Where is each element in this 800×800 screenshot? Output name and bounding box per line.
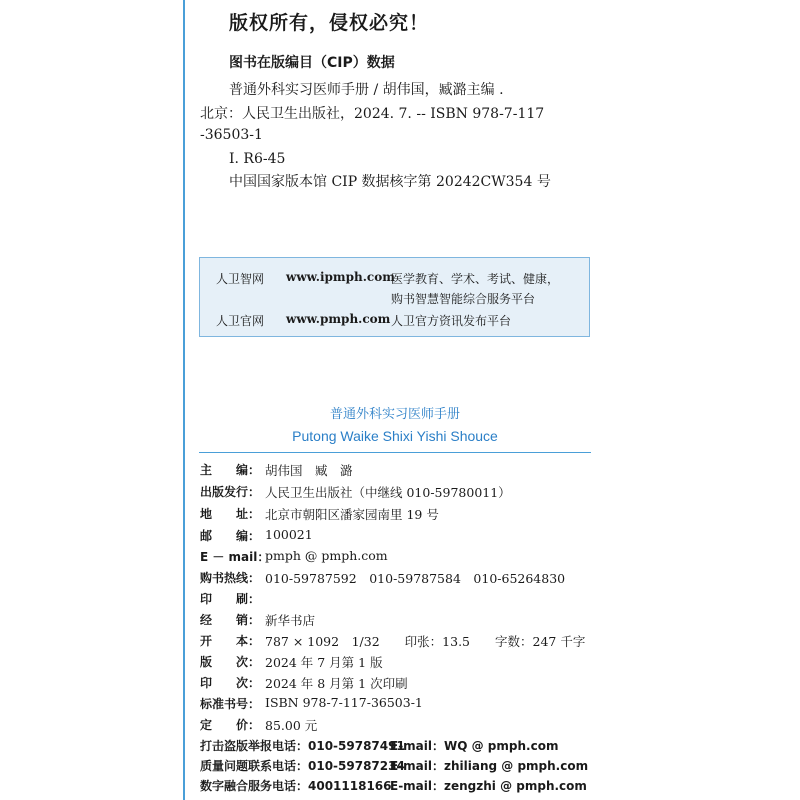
detail-value: 010-59787592 010-59787584 010-65264830 xyxy=(265,571,566,586)
detail-value: 新华书店 xyxy=(265,613,316,628)
cip-line: 北京：人民卫生出版社，2024. 7. -- ISBN 978-7-117 xyxy=(200,106,545,122)
detail-value: 北京市朝阳区潘家园南里 19 号 xyxy=(265,507,439,522)
contact-phone: 打击盗版举报电话：010-59787491 xyxy=(200,739,405,753)
detail-label: 出版发行： xyxy=(200,485,261,499)
detail-value: 人民卫生出版社（中继线 010-59780011） xyxy=(265,485,511,500)
service-name: 人卫智网 xyxy=(216,272,265,286)
divider xyxy=(199,452,591,453)
cip-line: 中国国家版本馆 CIP 数据核字第 20242CW354 号 xyxy=(229,174,551,190)
detail-value: 胡伟国 臧 潞 xyxy=(265,463,353,478)
contact-email[interactable]: E-mail：zhiliang @ pmph.com xyxy=(390,759,589,773)
service-name: 人卫官网 xyxy=(216,314,265,328)
cip-line: 普通外科实习医师手册 / 胡伟国，臧潞主编 . xyxy=(229,82,504,98)
detail-label: 购书热线： xyxy=(200,571,261,585)
detail-label: E － mail： xyxy=(200,550,270,564)
detail-label: 版 次： xyxy=(200,655,261,669)
vertical-accent-line xyxy=(183,0,185,800)
detail-label: 定 价： xyxy=(200,718,261,732)
contact-email[interactable]: E-mail：zengzhi @ pmph.com xyxy=(390,779,587,793)
copyright-notice: 版权所有，侵权必究！ xyxy=(229,12,430,34)
detail-value: ISBN 978-7-117-36503-1 xyxy=(265,695,423,710)
detail-label: 印 刷： xyxy=(200,592,261,606)
detail-value: 85.00 元 xyxy=(265,718,318,733)
service-description: 购书智慧智能综合服务平台 xyxy=(391,292,536,306)
detail-value: 100021 xyxy=(265,527,313,542)
service-url[interactable]: www.pmph.com xyxy=(286,312,391,326)
service-url[interactable]: www.ipmph.com xyxy=(286,270,395,284)
cip-line: I. R6-45 xyxy=(229,151,286,167)
service-info-box xyxy=(199,257,590,337)
contact-phone: 质量问题联系电话：010-59787234 xyxy=(200,759,405,773)
detail-label: 印 次： xyxy=(200,676,261,690)
detail-label: 地 址： xyxy=(200,507,261,521)
contact-phone: 数字融合服务电话：4001118166 xyxy=(200,779,392,793)
detail-label: 经 销： xyxy=(200,613,261,627)
contact-email[interactable]: E-mail：WQ @ pmph.com xyxy=(390,739,559,753)
detail-label: 标准书号： xyxy=(200,697,261,711)
detail-label: 主 编： xyxy=(200,463,261,477)
detail-value: pmph @ pmph.com xyxy=(265,548,388,563)
cip-heading: 图书在版编目（CIP）数据 xyxy=(229,55,395,71)
detail-value: 2024 年 8 月第 1 次印刷 xyxy=(265,676,408,691)
detail-label: 开 本： xyxy=(200,634,261,648)
book-title-pinyin: Putong Waike Shixi Yishi Shouce xyxy=(292,428,498,444)
detail-value: 787 × 1092 1/32 印张：13.5 字数：247 千字 xyxy=(265,634,586,649)
service-description: 人卫官方资讯发布平台 xyxy=(391,314,512,328)
book-title: 普通外科实习医师手册 xyxy=(329,407,460,422)
detail-label: 邮 编： xyxy=(200,529,261,543)
detail-value: 2024 年 7 月第 1 版 xyxy=(265,655,383,670)
service-description: 医学教育、学术、考试、健康， xyxy=(391,272,560,286)
cip-line: -36503-1 xyxy=(200,127,263,143)
